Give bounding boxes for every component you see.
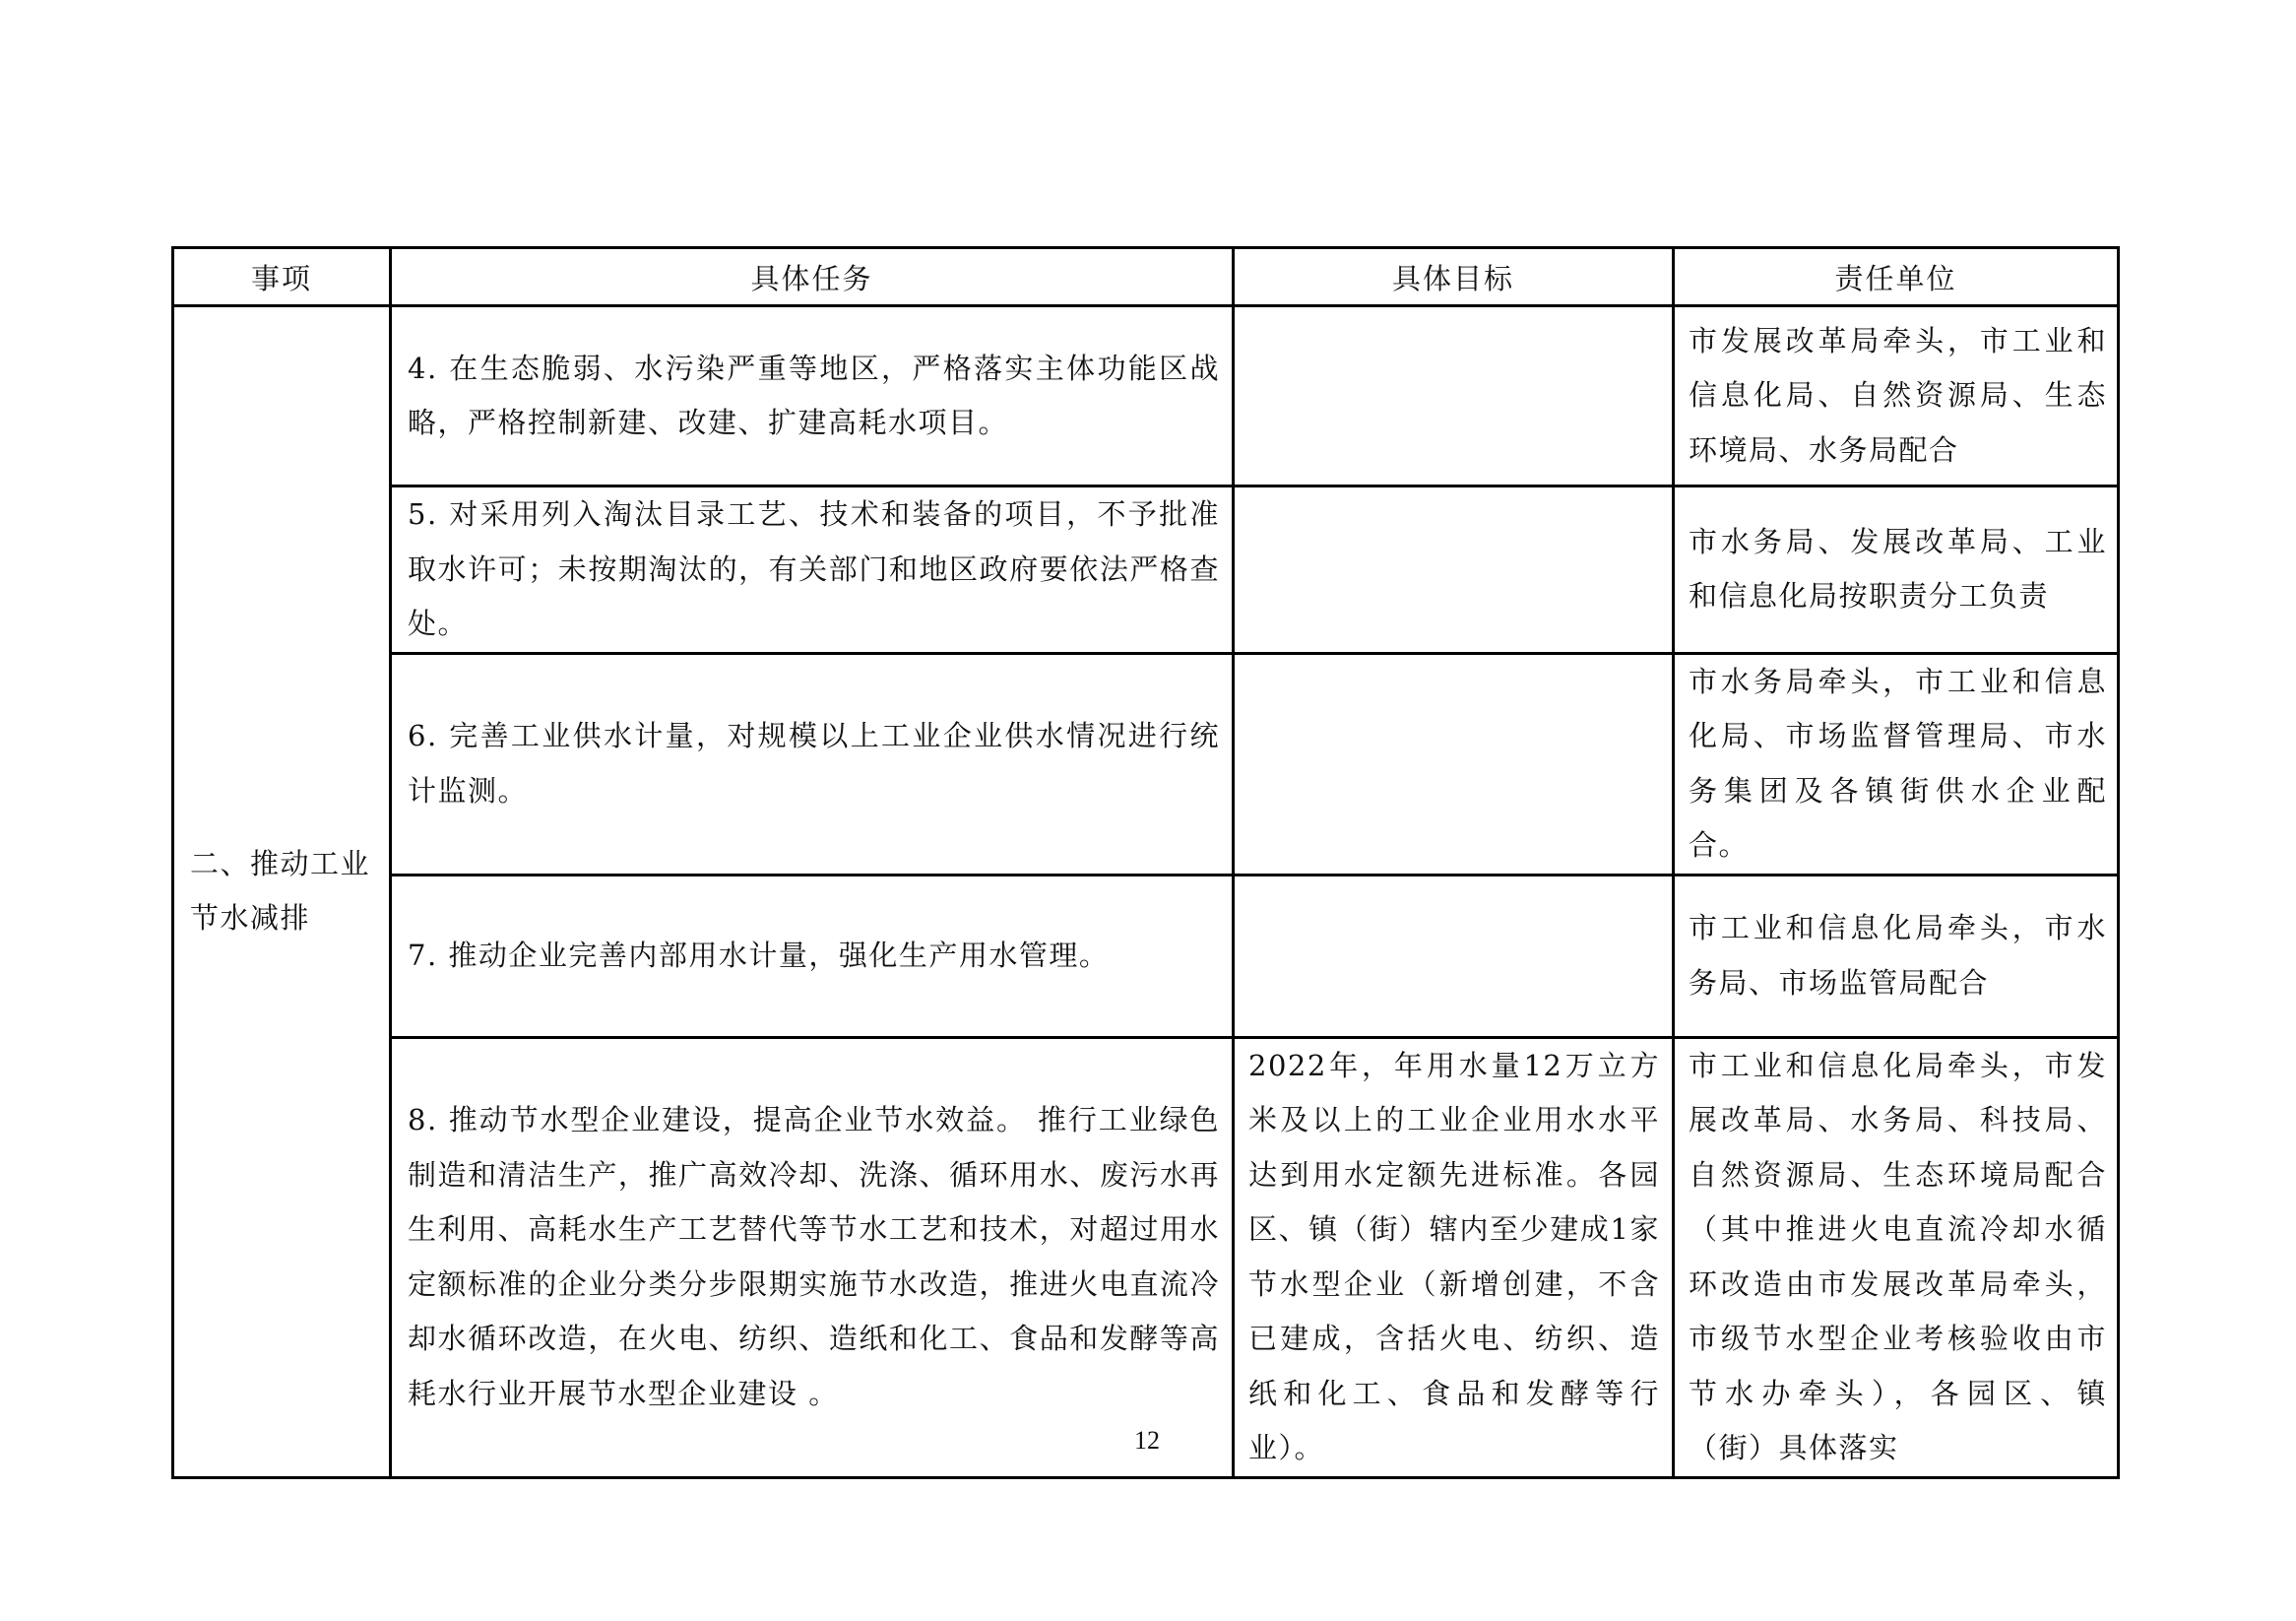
target-cell xyxy=(1234,653,1674,875)
table-row xyxy=(173,653,2119,875)
responsible-cell xyxy=(1674,875,2119,1037)
table-row xyxy=(173,486,2119,654)
header-matter: 事项 xyxy=(173,248,391,306)
target-text: 2022年，年用水量12万立方米及以上的工业企业用水水平达到用水定额先进标准。各园区、镇（街）辖内至少建成1家节水型企业（新增创建，不含已建成，含括火电、纺织、造纸和化工、食品和发酵等行业）。 xyxy=(1248,1048,1660,1464)
responsible-text: 市工业和信息化局牵头，市水务局、市场监管局配合 xyxy=(1689,911,2107,1000)
responsible-cell xyxy=(1674,486,2119,654)
task-table xyxy=(171,246,2120,1479)
header-specific-target: 具体目标 xyxy=(1234,248,1674,306)
task-cell xyxy=(391,1037,1234,1477)
header-specific-task: 具体任务 xyxy=(391,248,1234,306)
table-row xyxy=(173,1037,2119,1477)
task-text: 6. 完善工业供水计量，对规模以上工业企业供水情况进行统计监测。 xyxy=(408,719,1220,808)
task-text: 5. 对采用列入淘汰目录工艺、技术和装备的项目，不予批准取水许可；未按期淘汰的，有关部门和地区政府要依法严格查处。 xyxy=(408,497,1220,640)
target-cell xyxy=(1234,875,1674,1037)
table-header-row xyxy=(173,248,2119,306)
task-cell xyxy=(391,306,1234,486)
responsible-text: 市发展改革局牵头，市工业和信息化局、自然资源局、生态环境局、水务局配合 xyxy=(1689,323,2107,467)
task-text: 4. 在生态脆弱、水污染严重等地区，严格落实主体功能区战略，严格控制新建、改建、扩建高耗水项目。 xyxy=(408,351,1220,439)
table-row xyxy=(173,875,2119,1037)
task-text: 7. 推动企业完善内部用水计量，强化生产用水管理。 xyxy=(408,938,1110,972)
page-number: 12 xyxy=(1134,1426,1160,1455)
table-row xyxy=(173,306,2119,486)
task-cell xyxy=(391,486,1234,654)
category-label: 二、推动工业节水减排 xyxy=(190,846,371,936)
responsible-text: 市工业和信息化局牵头，市发展改革局、水务局、科技局、自然资源局、生态环境局配合（其中推进火电直流冷却水循环改造由市发展改革局牵头，市级节水型企业考核验收由市节水办牵头），各园区、镇（街）具体落实 xyxy=(1689,1048,2107,1464)
target-cell xyxy=(1234,486,1674,654)
task-text: 8. 推动节水型企业建设，提高企业节水效益。 推行工业绿色制造和清洁生产，推广高效冷却、洗涤、循环用水、废污水再生利用、高耗水生产工艺替代等节水工艺和技术，对超过用水定额标准的企业分类分步限期实施节水改造，推进火电直流冷却水循环改造，在火电、纺织、造纸和化工、食品和发酵等高耗水行业开展节水型企业建设 。 xyxy=(408,1103,1220,1410)
responsible-text: 市水务局、发展改革局、工业和信息化局按职责分工负责 xyxy=(1689,524,2107,614)
header-responsible-unit: 责任单位 xyxy=(1674,248,2119,306)
task-cell xyxy=(391,875,1234,1037)
category-cell xyxy=(173,306,391,1478)
responsible-cell xyxy=(1674,306,2119,486)
responsible-cell xyxy=(1674,653,2119,875)
responsible-cell xyxy=(1674,1037,2119,1477)
target-cell xyxy=(1234,306,1674,486)
task-cell xyxy=(391,653,1234,875)
target-cell xyxy=(1234,1037,1674,1477)
responsible-text: 市水务局牵头，市工业和信息化局、市场监督管理局、市水务集团及各镇街供水企业配合。 xyxy=(1689,664,2107,862)
